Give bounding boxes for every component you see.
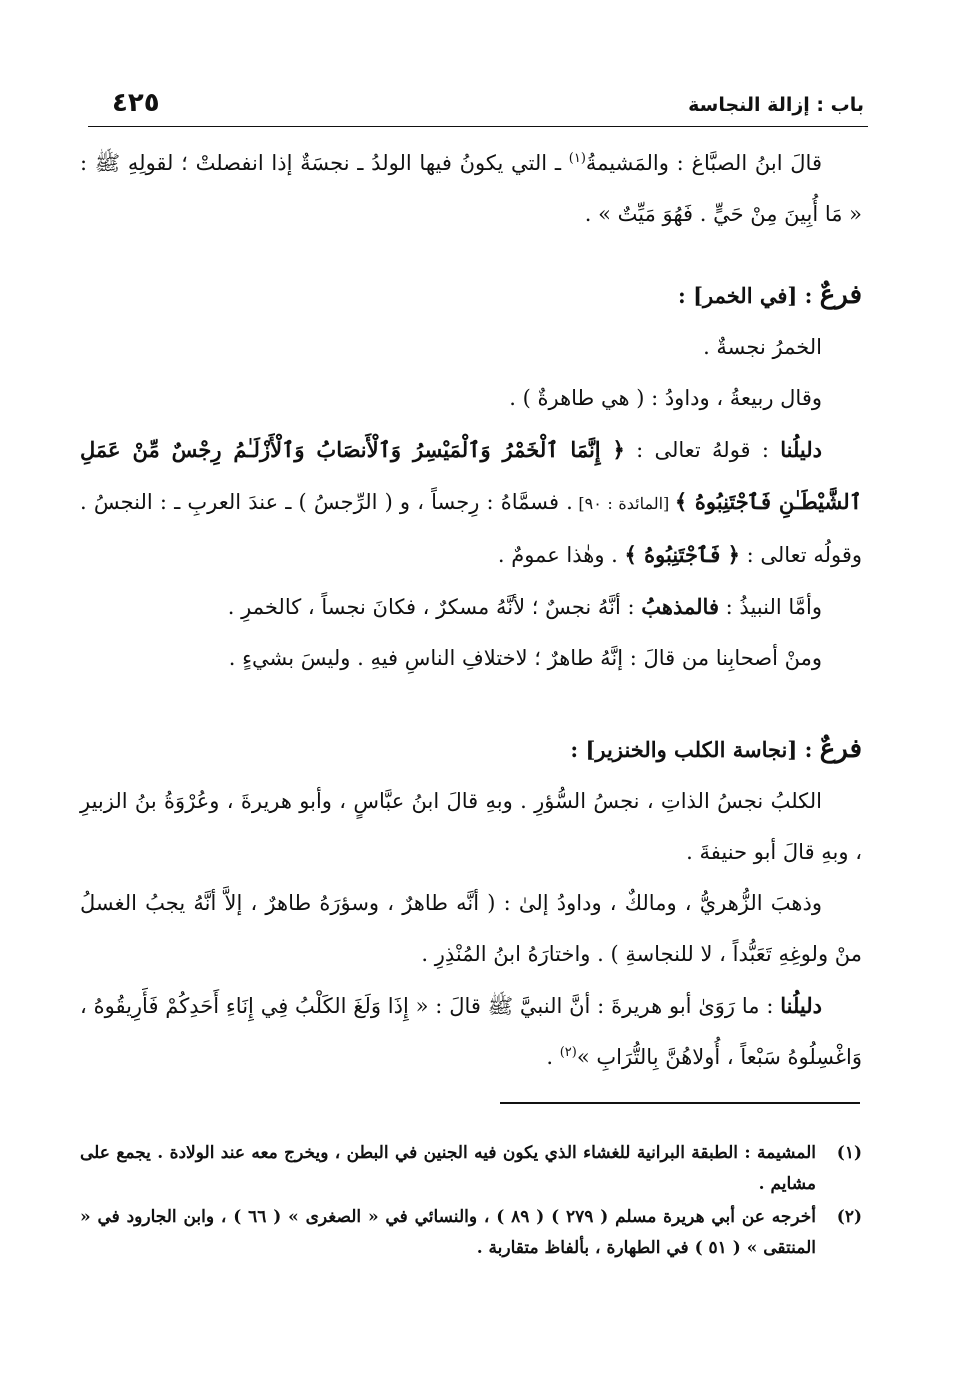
footnote-marker-2: (٢) [559,1045,577,1060]
evidence-text: . فسمَّاهُ : رِجساً ، و ( الرِّجسُ ) ـ عندَ العربِ ـ : النجسُ . وقولُه تعالى : [80,490,862,567]
running-header [88,82,868,127]
section-heading-wine [80,270,862,322]
evidence-paragraph [80,980,862,1083]
footnote-divider [500,1102,860,1104]
paragraph-text: وأمَّا النبيذُ : [719,595,822,619]
footnote-number: (١) [836,1143,862,1163]
section-title: : [في الخمر] : [678,283,820,308]
evidence-text: : قولهُ تعالى : [624,438,781,462]
section-gap [80,684,862,724]
intro-text-end: ـ التي يكونُ فيها الولدُ ـ نجسَةٌ إذا انفصلتْ ؛ لقولِهِ ﷺ : « مَا أُبِينَ مِنْ حَيٍّ . فَهُوَ مَيِّتٌ » . [80,151,862,226]
page-number: ٤٢٥ [112,88,160,118]
far-label: فرعٌ [819,280,862,310]
madhhab-label: فالمذهبُ [641,594,719,619]
hadith-text: : ما رَوَىٰ أبو هريرةَ : أنَّ النبيَّ ﷺ قالَ : « إِذَا وَلَغَ الكَلْبُ فِي إِنَاءِ أَحَدِكُمْ فَأَرِيقُوهُ ، وَاغْسِلُوهُ سَبْعاً ، أُولاهُنَّ بِالتُّرَابِ » [80,994,862,1069]
footnote-text: أخرجه عن أبي هريرة مسلم ( ٢٧٩ ) ( ٨٩ ) ، والنسائي في « الصغرى » ( ٦٦ ) ، وابن الجارود في « المنتقى » ( ٥١ ) في الطهارة ، بألفاظ متقاربة . [80,1207,816,1258]
footnote [80,1138,862,1200]
footnote-number: (٢) [836,1207,862,1227]
paragraph: الكلبُ نجسُ الذاتِ ، نجسُ السُّؤرِ . وبهِ قالَ ابنُ عبَّاسٍ ، وأبو هريرةَ ، وعُرْوَةُ بنُ الزبيرِ ، وبهِ قالَ أبو حنيفةَ . [80,789,862,864]
chapter-title: باب : إزالة النجاسة [688,94,864,116]
paragraph-text: : أنَّهُ نجسٌ ؛ لأنَّهُ مسكرٌ ، فكانَ نجساً ، كالخمرِ . [227,595,642,619]
quran-verse: ﴿ فَٱجْتَنِبُوهُ ﴾ [624,542,740,567]
intro-paragraph [80,138,862,240]
evidence-label: دليلُنا [780,993,822,1018]
quran-verse: ﴿ إِنَّمَا ٱلْخَمْرُ وَٱلْمَيْسِرُ وَٱلْأَنصَابُ وَٱلْأَزْلَـٰمُ رِجْسٌ مِّنْ عَمَلِ ٱلشَّيْطَـٰنِ فَٱجْتَنِبُوهُ ﴾ [80,437,862,514]
footnote-marker-1: (١) [568,151,586,166]
far-label: فرعٌ [819,734,862,764]
evidence-text: . وهٰذا عمومٌ . [497,543,625,567]
paragraph [80,581,862,633]
paragraph: وذهبَ الزُّهريُّ ، ومالكٌ ، وداودُ إلىٰ : ( أنَّه طاهرٌ ، وسؤرَهُ طاهرٌ ، إلاَّ أنَّهُ يجبُ الغسلُ منْ ولوغِهِ تَعَبُّداً ، لا للنجاسةِ ) . واختارَهُ ابنُ المُنْذِرِ . [80,891,862,966]
intro-text-start: قالَ ابنُ الصبَّاغ : والمَشيمةُ [585,151,822,175]
evidence-paragraph [80,424,862,581]
evidence-label: دليلُنا [780,437,822,462]
footnotes [80,1138,862,1266]
main-text [80,138,862,1083]
paragraph: ومنْ أصحابِنا من قالَ : إنَّهُ طاهرٌ ؛ لاختلافِ الناسِ فيهِ . وليسَ بشيءٍ . [228,646,822,670]
footnote-text: المشيمة : الطبقة البرانية للغشاء الذي يكون فيه الجنين في البطن ، ويخرج معه عند الولادة . يجمع على مشايم . [80,1143,816,1194]
section-heading-dog [80,724,862,776]
paragraph: وقال ربيعةُ ، وداودُ : ( هي طاهرةٌ ) . [509,386,822,410]
paragraph-end: . [546,1045,560,1069]
section-title: : [نجاسة الكلب والخنزير] : [570,737,820,762]
verse-reference: [المائدة : ٩٠] [572,494,675,513]
section-gap [80,240,862,270]
footnote [80,1202,862,1264]
paragraph: الخمرُ نجسةٌ . [703,335,822,359]
